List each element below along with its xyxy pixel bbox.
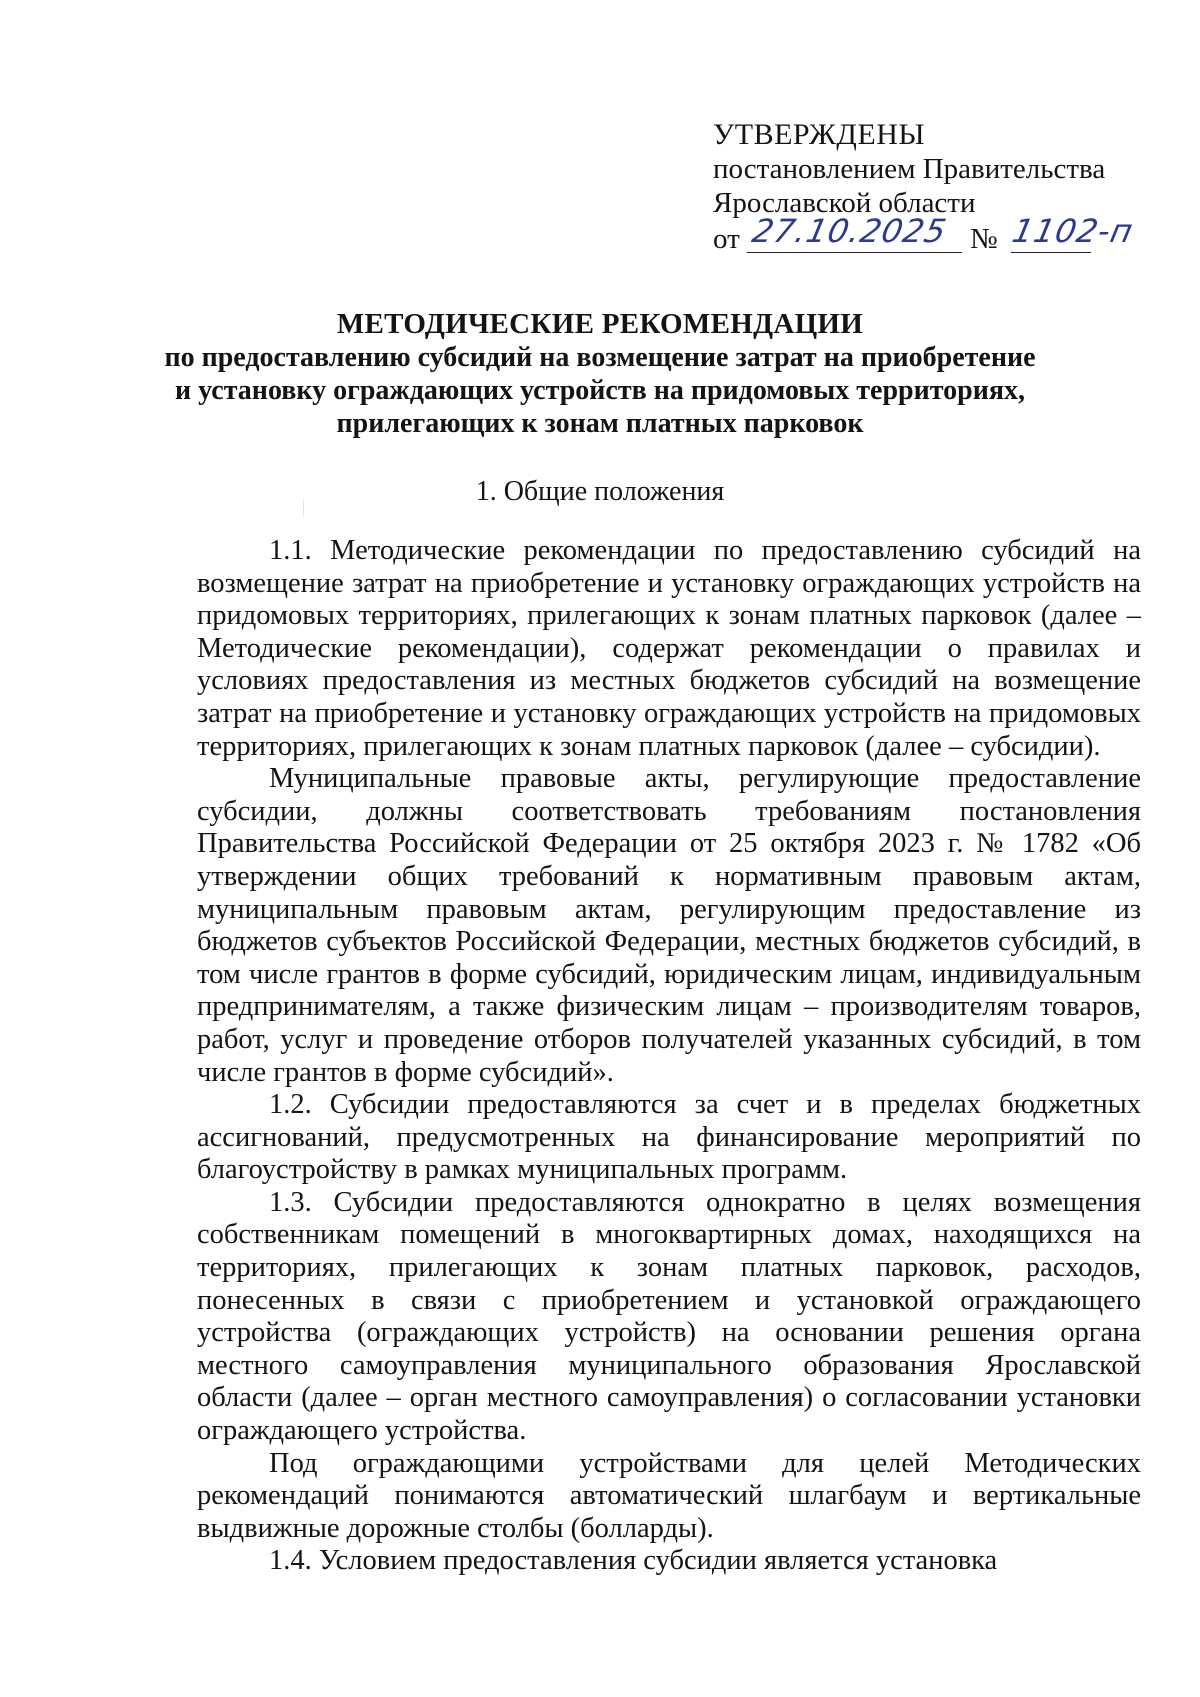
date-underline <box>747 252 962 253</box>
approval-line-1: постановлением Правительства <box>713 153 1106 185</box>
number-underline <box>1011 252 1091 253</box>
document-body <box>197 535 1141 1578</box>
section-heading: 1. Общие положения <box>475 476 725 507</box>
title-main: МЕТОДИЧЕСКИЕ РЕКОМЕНДАЦИИ <box>336 308 864 340</box>
approval-date-number-line <box>713 212 1137 260</box>
paragraph-devices-definition: Под ограждающими устройствами для целей Методических рекомендаций понимаются автоматический шлагбаум и вертикальные выдвижные дорожные столбы (болларды). <box>197 1447 1141 1544</box>
title-line-2: и установку ограждающих устройств на придомовых территориях, <box>175 375 1025 406</box>
paragraph-1-1: 1.1. Методические рекомендации по предоставлению субсидий на возмещение затрат на приобретение и установку ограждающих устройств на придомовых территориях, прилегающих к зонам платных парковок (далее – Методические рекомендации), содержат рекомендации о правилах и условиях предоставления из местных бюджетов субсидий на возмещение затрат на приобретение и установку ограждающих устройств на придомовых территориях, прилегающих к зонам платных парковок (далее – субсидии). <box>197 535 1141 762</box>
title-line-1: по предоставлению субсидий на возмещение затрат на приобретение <box>164 342 1036 373</box>
approval-block <box>713 118 1137 260</box>
paragraph-municipal-acts: Муниципальные правовые акты, регулирующие предоставление субсидии, должны соответствовать требованиям постановления Правительства Российской Федерации от 25 октября 2023 г. № 1782 «Об утверждении общих требований к нормативным правовым актам, муниципальным правовым актам, регулирующим предоставление из бюджетов субъектов Российской Федерации, местных бюджетов субсидий, в том числе грантов в форме субсидий, юридическим лицам, индивидуальным предпринимателям, а также физическим лицам – производителям товаров, работ, услуг и проведение отборов получателей указанных субсидий, в том числе грантов в форме субсидий». <box>197 763 1141 1088</box>
handwritten-number: 1102-п <box>1008 212 1137 250</box>
paragraph-1-4: 1.4. Условием предоставления субсидии является установка <box>269 1545 998 1577</box>
title-line-3: прилегающих к зонам платных парковок <box>336 408 864 439</box>
handwritten-date: 27.10.2025 <box>748 212 951 250</box>
approval-title: УТВЕРЖДЕНЫ <box>713 118 926 151</box>
paragraph-1-2: 1.2. Субсидии предоставляются за счет и в пределах бюджетных ассигнований, предусмотренных на финансирование мероприятий по благоустройству в рамках муниципальных программ. <box>197 1089 1141 1186</box>
scan-speck <box>303 500 304 516</box>
date-prefix: от <box>713 223 740 255</box>
document-title <box>160 308 1040 440</box>
paragraph-1-3: 1.3. Субсидии предоставляются однократно в целях возмещения собственникам помещений в многоквартирных домах, находящихся на территориях, прилегающих к зонам платных парковок, расходов, понесенных в связи с приобретением и установкой ограждающего устройства (ограждающих устройств) на основании решения органа местного самоуправления муниципального образования Ярославской области (далее – орган местного самоуправления) о согласовании установки ограждающего устройства. <box>197 1186 1141 1447</box>
number-prefix: № <box>970 223 998 255</box>
approval-line-2: Ярославской области <box>713 187 976 219</box>
